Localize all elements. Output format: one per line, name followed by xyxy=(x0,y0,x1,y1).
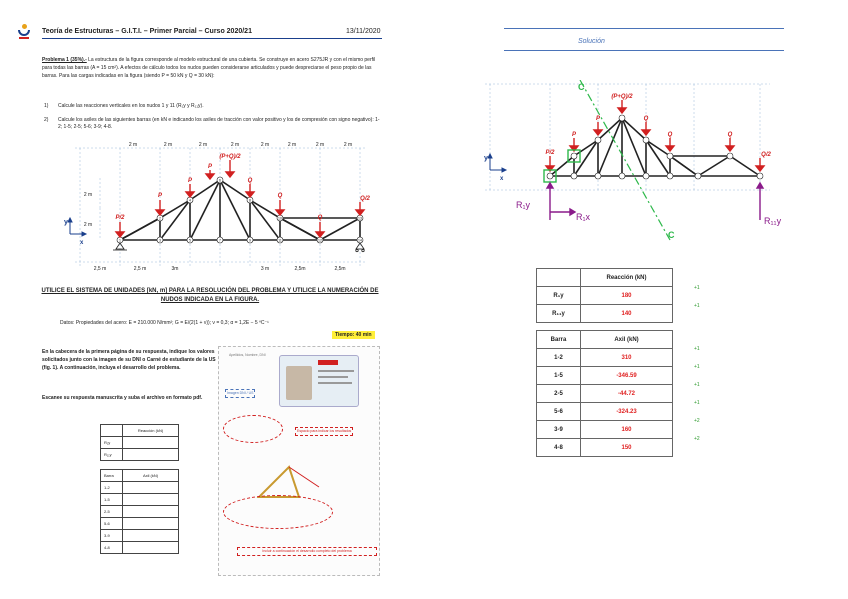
bottom-dim-label: 2,5m xyxy=(334,266,346,272)
cut-label: C xyxy=(668,230,675,240)
answer-cell[interactable] xyxy=(123,482,179,494)
axil-value: -44.72 xyxy=(581,385,673,403)
top-dim-label: 2 m xyxy=(260,142,270,148)
answer-cell[interactable] xyxy=(123,437,179,449)
score-mark: +1 xyxy=(694,364,700,370)
problem-label: Problema 1 (35%).- xyxy=(42,57,87,63)
score-mark: +1 xyxy=(694,346,700,352)
solution-reaction-table xyxy=(536,268,673,323)
node-label: 2 xyxy=(159,216,161,221)
solution-bottom-divider xyxy=(504,50,784,51)
node-label: 11 xyxy=(278,238,282,243)
truss-diagram xyxy=(60,138,380,278)
answer-cell[interactable] xyxy=(123,449,179,461)
instruction-header: En la cabecera de la primera página de su respuesta, indique los valores solicitados junto con la imagen de su DNI o Carné de estudiante de la US (fig. 1). A continuación, incluya el desarrollo del problema. xyxy=(42,349,216,371)
time-limit-badge: Tiempo: 40 min xyxy=(332,331,375,339)
axil-label: 1-2 xyxy=(537,349,581,367)
axil-value: 310 xyxy=(581,349,673,367)
exam-title: Teoría de Estructuras – G.I.T.I. – Primer Parcial – Curso 2020/21 xyxy=(42,28,252,35)
question-number: 1) xyxy=(44,103,49,109)
reaction-value: 180 xyxy=(581,287,673,305)
node-label: 7 xyxy=(219,238,221,243)
score-mark: +1 xyxy=(694,400,700,406)
id-flag-icon xyxy=(318,360,338,365)
score-mark: +1 xyxy=(694,285,700,291)
load-label: P xyxy=(595,116,601,122)
sample-answer-sheet xyxy=(218,346,380,576)
y-axis-label: y xyxy=(64,219,68,226)
answer-reaction-table xyxy=(100,424,179,461)
node-label: 5 xyxy=(189,238,191,243)
node-label: 12 xyxy=(318,238,322,243)
solution-title: Solución xyxy=(578,38,605,45)
axil-label: 1-5 xyxy=(101,494,123,506)
load-label: Q xyxy=(667,132,673,138)
axil-value: -324.23 xyxy=(581,403,673,421)
load-label: P xyxy=(187,178,193,184)
question-number: 2) xyxy=(44,117,49,123)
development-bubble xyxy=(223,495,333,529)
axil-label: 1-5 xyxy=(537,367,581,385)
load-label: Q xyxy=(727,132,733,138)
load-label: (P+Q)/2 xyxy=(219,154,241,160)
load-label: Q/2 xyxy=(761,152,771,158)
load-label: Q/2 xyxy=(360,196,370,202)
solution-axil-table xyxy=(536,330,673,457)
axil-label: 4-8 xyxy=(101,542,123,554)
university-logo-icon xyxy=(18,24,30,40)
score-mark: +1 xyxy=(694,382,700,388)
node-label: 10 xyxy=(278,216,282,221)
axil-value: 160 xyxy=(581,421,673,439)
axil-header-barra: Barra xyxy=(101,470,123,482)
top-dim-label: 2 m xyxy=(315,142,325,148)
axil-header-barra: Barra xyxy=(537,331,581,349)
development-note: Incluir a continuación el desarrollo completo del problema xyxy=(237,547,377,556)
node-label: 1 xyxy=(119,238,121,243)
side-dim-label: 2 m xyxy=(83,192,93,198)
reaction-value: 140 xyxy=(581,305,673,323)
top-dim-label: 2 m xyxy=(343,142,353,148)
answer-cell[interactable] xyxy=(123,542,179,554)
axil-label: 3-9 xyxy=(537,421,581,439)
bottom-dim-label: 2,5 m xyxy=(93,266,107,272)
id-photo-icon xyxy=(286,366,312,400)
reaction-header: Reacción (kN) xyxy=(123,425,179,437)
y-axis-label: y xyxy=(484,155,488,162)
axil-value: -346.59 xyxy=(581,367,673,385)
sample-caption: Imagen DNI / US xyxy=(225,389,255,398)
top-dim-label: 2 m xyxy=(128,142,138,148)
exam-page xyxy=(0,0,420,599)
x-axis-label: x xyxy=(80,240,84,246)
reaction-annotation: R₁₁y xyxy=(764,216,782,226)
side-dim-label: 2 m xyxy=(83,222,93,228)
reaction-label: R₁₁y xyxy=(537,305,581,323)
axil-label: 4-8 xyxy=(537,439,581,457)
node-label: 9 xyxy=(249,238,251,243)
load-label: P xyxy=(157,193,163,199)
answer-cell[interactable] xyxy=(123,494,179,506)
results-note: Espacio para indicar los resultados xyxy=(295,427,353,436)
cut-label: C xyxy=(578,82,585,92)
axil-label: 5-6 xyxy=(101,518,123,530)
answer-cell[interactable] xyxy=(123,506,179,518)
reaction-label: R₁y xyxy=(537,287,581,305)
units-notice: UTILICE EL SISTEMA DE UNIDADES [kN, m] PARA LA RESOLUCIÓN DEL PROBLEMA Y UTILICE LA NUMERACIÓN DE NUDOS INDICADA EN LA FIGURA. xyxy=(41,288,379,303)
question-text: Calcule los axiles de las siguientes barras (en kN e indicando los axiles de tracción con valor positivo y los de compresión con signo negativo): 1-2; 1-5; 2-5; 5-6; 3-9; 4-8. xyxy=(58,117,380,130)
results-bubble xyxy=(223,415,283,443)
solution-truss-diagram xyxy=(470,80,790,250)
id-card-image xyxy=(279,355,359,407)
bottom-dim-label: 3m xyxy=(171,266,179,272)
load-label: (P+Q)/2 xyxy=(611,94,633,100)
axil-header-value: Axil (kN) xyxy=(581,331,673,349)
load-label: P/2 xyxy=(115,215,125,221)
instruction-upload: Escanee su respuesta manuscrita y suba el archivo en formato pdf. xyxy=(42,395,203,401)
axil-label: 1-2 xyxy=(101,482,123,494)
load-label: P xyxy=(571,132,577,138)
answer-axil-table xyxy=(100,469,179,554)
top-dim-label: 2 m xyxy=(230,142,240,148)
question-2 xyxy=(44,117,380,131)
problem-text: La estructura de la figura corresponde al modelo estructural de una cubierta. Se construye en acero S275JR y con el mismo perfil para todas las barras (A = 15 cm²). A efectos de cálculo todos los nudos pueden considerarse articulados y puede despreciarse el peso propio de las barras. Para las cargas indicadas en la figura (siendo P = 50 kN y Q = 30 kN): xyxy=(42,57,376,79)
score-mark: +1 xyxy=(694,303,700,309)
top-dim-label: 2 m xyxy=(198,142,208,148)
question-text: Calcule las reacciones verticales en los nudos 1 y 11 (R₁y y R₁₁y). xyxy=(58,103,204,109)
reaction-annotation: R₁x xyxy=(576,212,591,222)
header-divider xyxy=(42,38,382,39)
sample-title: Apellidos, Nombre, DNI xyxy=(229,353,266,357)
problem-statement xyxy=(42,56,382,80)
load-label: Q xyxy=(317,215,323,221)
axil-label: 3-9 xyxy=(101,530,123,542)
answer-cell[interactable] xyxy=(123,530,179,542)
answer-cell[interactable] xyxy=(123,518,179,530)
axil-header-value: Axil (kN) xyxy=(123,470,179,482)
reaction-annotation: R₁y xyxy=(516,200,531,210)
axil-label: 5-6 xyxy=(537,403,581,421)
load-label: Q xyxy=(643,116,649,122)
node-label: 3 xyxy=(159,238,161,243)
bottom-dim-label: 3 m xyxy=(260,266,270,272)
load-label: Q xyxy=(247,178,253,184)
question-1 xyxy=(44,103,380,110)
material-data: Datos: Propiedades del acero: E = 210.000 N/mm²; G = E/(2(1 + ν)); ν = 0,3; α = 1,2E − 5 ºC⁻¹ xyxy=(60,320,269,326)
solution-top-divider xyxy=(504,28,784,29)
load-label: P xyxy=(207,164,213,170)
load-label: Q xyxy=(277,193,283,199)
reaction-label: R₁y xyxy=(101,437,123,449)
reaction-header: Reacción (kN) xyxy=(581,269,673,287)
node-label: 14 xyxy=(358,238,362,243)
node-label: 6 xyxy=(219,178,221,183)
axil-value: 150 xyxy=(581,439,673,457)
reaction-label: R₁₁y xyxy=(101,449,123,461)
node-label: 4 xyxy=(189,198,191,203)
top-dim-label: 2 m xyxy=(163,142,173,148)
score-mark: +2 xyxy=(694,436,700,442)
load-label: P/2 xyxy=(545,150,555,156)
x-axis-label: x xyxy=(500,176,504,182)
section-cut-line xyxy=(580,80,670,240)
node-label: 8 xyxy=(249,198,251,203)
top-dim-label: 2 m xyxy=(287,142,297,148)
bottom-dim-label: 2,5m xyxy=(294,266,306,272)
axil-label: 2-5 xyxy=(537,385,581,403)
axil-label: 2-5 xyxy=(101,506,123,518)
bottom-dim-label: 2,5 m xyxy=(133,266,147,272)
score-mark: +2 xyxy=(694,418,700,424)
node-label: 13 xyxy=(358,216,362,221)
solution-page xyxy=(440,0,848,599)
exam-date: 13/11/2020 xyxy=(346,28,381,35)
